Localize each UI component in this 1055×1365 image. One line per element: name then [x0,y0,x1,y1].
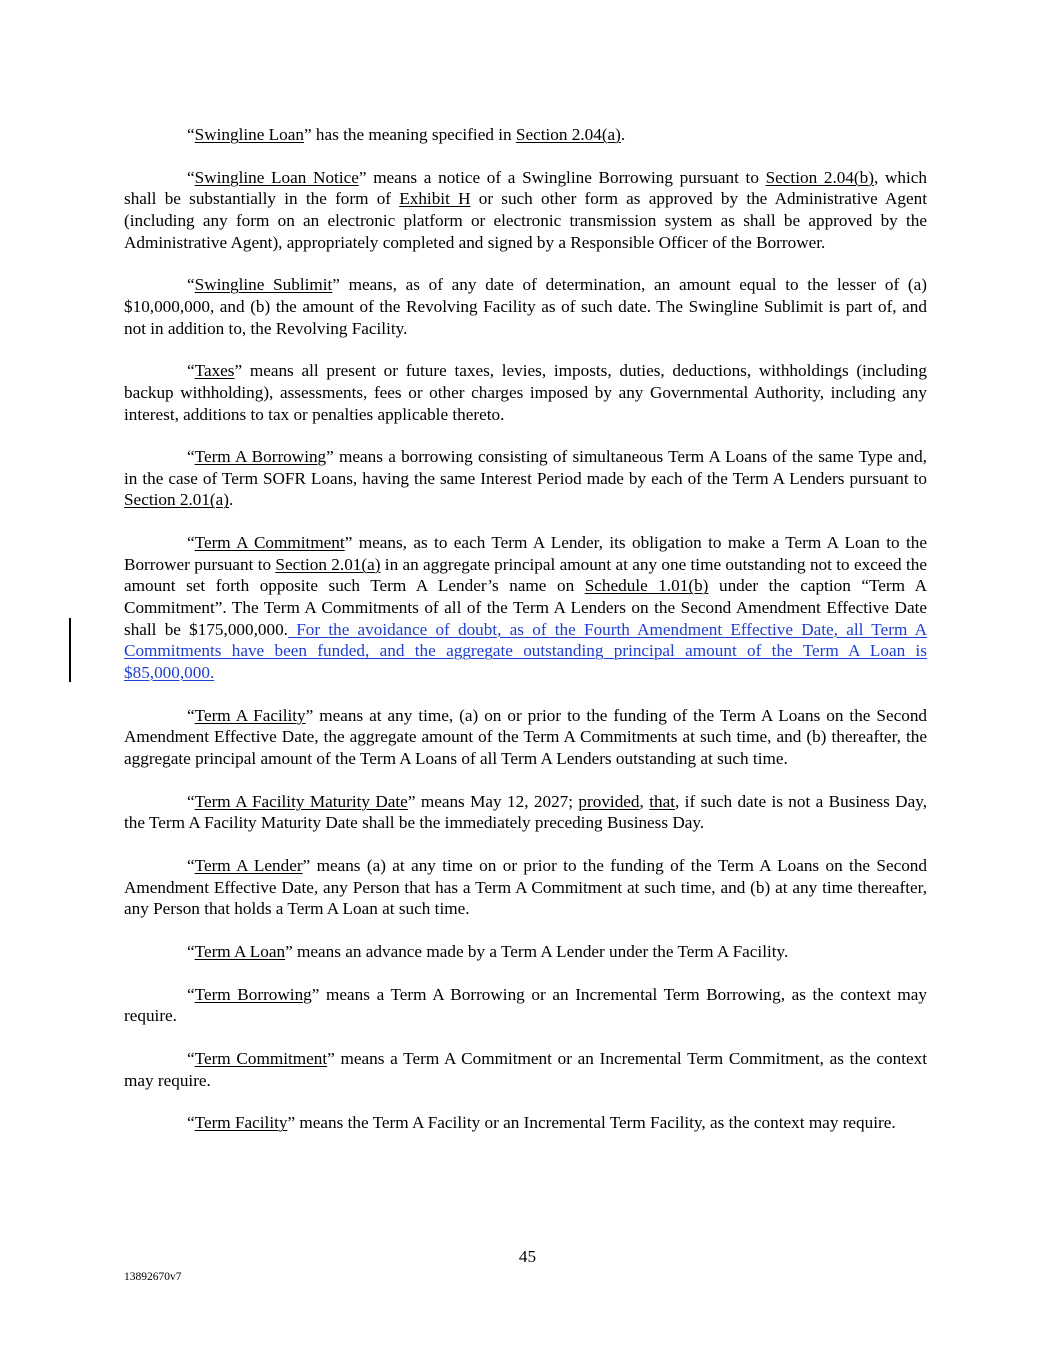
quote-open: “ [187,125,195,144]
definition-text: , which shall be substantially in the form of [124,167,927,209]
definition-text: in an aggregate principal amount at any one time outstanding not to exceed the amount set forth opposite such Term A Lender’s name on [124,554,927,596]
exhibit-reference: Exhibit H [399,189,471,209]
definition-text: means a notice of a Swingline Borrowing pursuant to [366,167,766,187]
page-number: 45 [518,1247,537,1266]
defined-term: Term A Facility Maturity Date [194,791,408,811]
definition-text: means, as of any date of determination, an amount equal to the lesser of (a) $10,000,000, and (b) the amount of the Revolving Facility as of such date. The Swingline Sublimit is part of, and not in addition to, the Revolving Facility. [124,275,927,338]
defined-term: Term A Lender [194,855,303,875]
quote-open: “ [187,533,195,553]
quote-open: “ [187,275,195,295]
definition-term-a-facility-maturity-date [124,791,927,834]
definition-text: . [620,125,626,144]
defined-term: Term A Loan [194,941,286,961]
quote-close: ” [305,705,314,725]
definition-text: means a borrowing consisting of simultaneous Term A Loans of the same Type and, in the case of Term SOFR Loans, having the same Interest Period made by each of the Term A Lenders pursuant to [124,447,927,488]
definition-text: has the meaning specified in [311,125,516,144]
quote-close: ” [287,1113,296,1133]
quote-open: “ [187,941,195,961]
definition-term-a-loan [124,941,927,963]
definition-text: means a Term A Borrowing or an Incremental Term Borrowing, as the context may require. [124,984,927,1026]
defined-term: Term Borrowing [194,984,312,1004]
definition-text: means all present or future taxes, levies, imposts, duties, deductions, withholdings (including backup withholding), assessments, fees or other charges imposed by any Governmental Authority, including any interest, additions to tax or penalties applicable thereto. [124,361,927,424]
section-reference: Section 2.01(a) [124,490,230,510]
definition-term-facility [124,1112,927,1134]
definition-swingline-sublimit [124,274,927,339]
definition-term-a-borrowing [124,446,927,511]
quote-close: ” [344,533,353,553]
definition-text: . [229,490,234,510]
definition-swingline-loan-notice [124,167,927,253]
quote-open: “ [187,1049,195,1069]
section-reference: Section 2.04(a) [515,125,621,144]
definition-term-a-commitment [124,532,927,683]
definition-text: or such other form as approved by the Administrative Agent (including any form on an electronic platform or electronic transmission system as shall be approved by the Administrative Agent), appropriately completed and signed by a Responsible Officer of the Borrower. [124,189,927,252]
defined-term: Swingline Loan [194,125,304,144]
defined-term: Term A Commitment [194,533,345,553]
definition-text: means at any time, (a) on or prior to the funding of the Term A Loans on the Second Amendment Effective Date, the aggregate amount of the Term A Commitments at such time, and (b) thereafter, the aggregate principal amount of the Term A Loans of all Term A Lenders outstanding at such time. [124,705,928,768]
definition-text: means (a) at any time on or prior to the funding of the Term A Loans on the Second Amendment Effective Date, any Person that has a Term A Commitment at such time, and (b) at any time thereafter, any Person that holds a Term A Loan at such time. [124,855,927,919]
quote-open: “ [187,361,195,381]
defined-term: Taxes [194,361,235,381]
defined-term: Term Facility [194,1113,288,1133]
definition-term-a-facility [124,705,927,770]
quote-close: ” [302,855,311,875]
quote-open: “ [187,791,195,811]
quote-close: ” [285,941,293,961]
definition-taxes [124,360,927,425]
definition-text: , [639,791,650,811]
quote-close: ” [332,275,340,295]
defined-term: Term A Facility [194,705,306,725]
quote-close: ” [327,1049,335,1069]
quote-open: “ [187,705,195,725]
change-bar [69,618,71,682]
proviso-word: provided [578,791,640,811]
definition-term-a-lender [124,855,927,920]
section-reference: Section 2.01(a) [275,554,381,574]
definition-text: means an advance made by a Term A Lender under the Term A Facility. [292,941,789,961]
quote-close: ” [234,361,243,381]
defined-term: Swingline Sublimit [194,275,333,295]
quote-close: ” [407,791,416,811]
defined-term: Term Commitment [194,1049,328,1069]
proviso-word: that [649,791,675,811]
definition-text: means May 12, 2027; [415,791,579,811]
definition-term-commitment [124,1048,927,1091]
schedule-reference: Schedule 1.01(b) [584,576,709,596]
quote-close: ” [303,125,312,144]
definition-text: means, as to each Term A Lender, its obligation to make a Term A Loan to the Borrower pursuant to [124,533,927,574]
definition-text: under the caption “Term A Commitment”. The Term A Commitments of all of the Term A Lenders on the Second Amendment Effective Date shall be $175,000,000. [124,576,928,639]
quote-close: ” [311,984,320,1004]
defined-term: Swingline Loan Notice [194,167,359,187]
quote-open: “ [187,984,195,1004]
quote-open: “ [187,167,195,187]
quote-open: “ [187,855,195,875]
quote-close: ” [358,167,367,187]
definition-text: means a Term A Commitment or an Incremental Term Commitment, as the context may require. [124,1049,927,1090]
inserted-amendment-text: For the avoidance of doubt, as of the Fourth Amendment Effective Date, all Term A Commitments have been funded, and the aggregate outstanding principal amount of the Term A Loan is $85,000,000. [124,619,928,682]
quote-open: “ [187,447,195,467]
quote-open: “ [187,1113,195,1133]
section-reference: Section 2.04(b) [765,167,874,187]
definitions-section [124,124,927,1155]
document-id: 13892670v7 [124,1271,182,1283]
definition-text: , if such date is not a Business Day, the Term A Facility Maturity Date shall be the immediately preceding Business Day. [124,791,927,833]
defined-term: Term A Borrowing [194,447,327,467]
definition-swingline-loan [124,124,927,146]
definition-text: means the Term A Facility or an Incremental Term Facility, as the context may require. [295,1113,896,1133]
definition-term-borrowing [124,984,927,1027]
quote-close: ” [326,447,334,467]
